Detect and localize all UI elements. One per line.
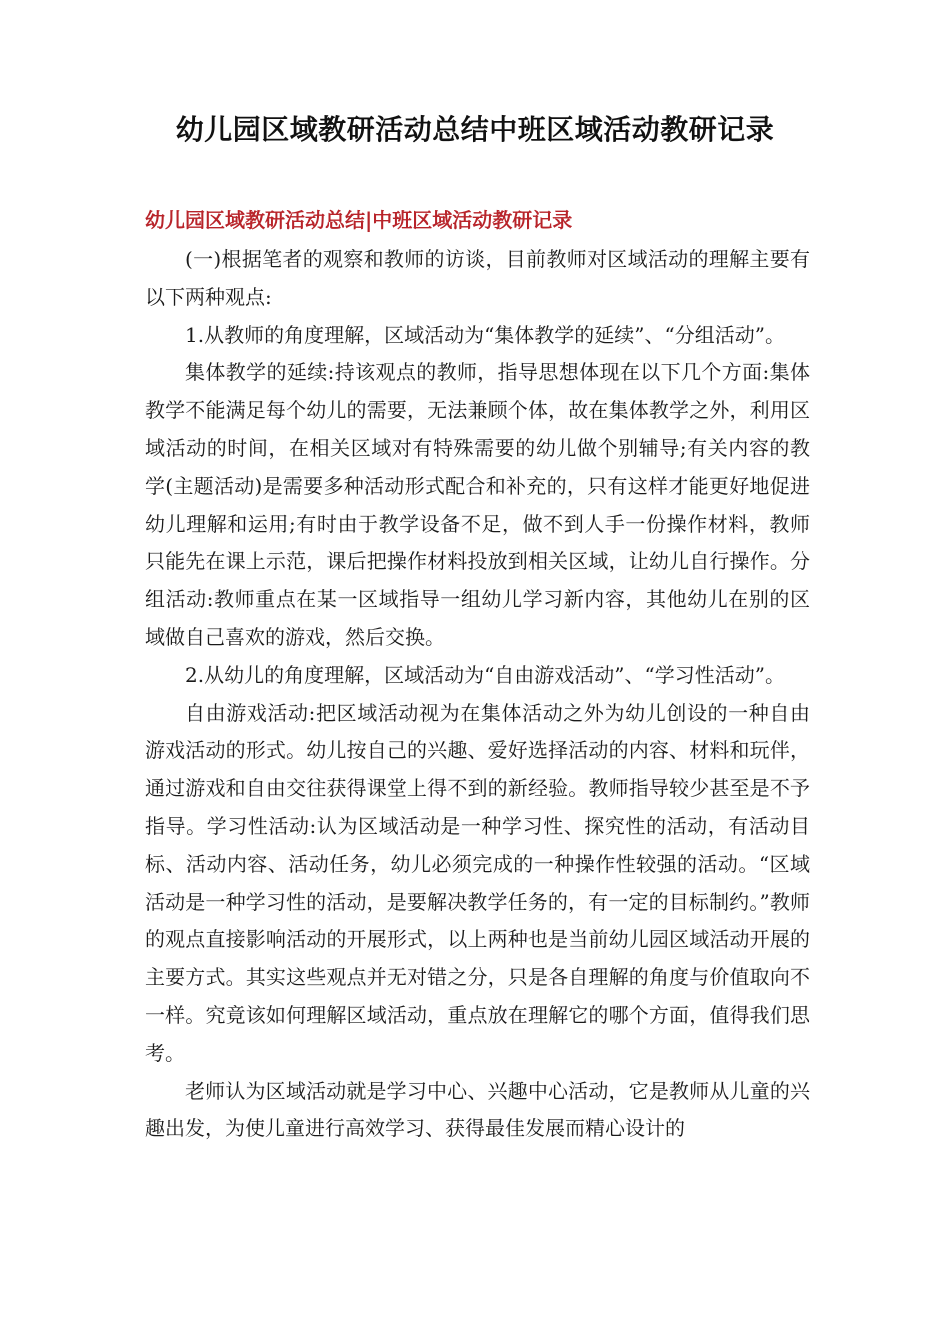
document-title: 幼儿园区域教研活动总结中班区域活动教研记录 xyxy=(175,113,775,146)
document-subheading: 幼儿园区域教研活动总结|中班区域活动教研记录 xyxy=(145,208,573,232)
paragraph: (一)根据笔者的观察和教师的访谈，目前教师对区域活动的理解主要有以下两种观点: xyxy=(145,247,810,309)
paragraph: 集体教学的延续:持该观点的教师，指导思想体现在以下几个方面:集体教学不能满足每个幼儿的需要，无法兼顾个体，故在集体教学之外，利用区域活动的时间，在相关区域对有特殊需要的幼儿做个别辅导;有关内容的教学(主题活动)是需要多种活动形式配合和补充的，只有这样才能更好地促进幼儿理解和运用;有时由于教学设备不足，做不到人手一份操作材料，教师只能先在课上示范，课后把操作材料投放到相关区域，让幼儿自行操作。分组活动:教师重点在某一区域指导一组幼儿学习新内容，其他幼儿在别的区域做自己喜欢的游戏，然后交换。 xyxy=(145,360,810,649)
paragraph: 2.从幼儿的角度理解，区域活动为“自由游戏活动”、“学习性活动”。 xyxy=(185,662,785,687)
document-body xyxy=(145,241,810,1148)
paragraph: 老师认为区域活动就是学习中心、兴趣中心活动，它是教师从儿童的兴趣出发，为使儿童进行高效学习、获得最佳发展而精心设计的 xyxy=(145,1078,810,1141)
paragraph: 1.从教师的角度理解，区域活动为“集体教学的延续”、“分组活动”。 xyxy=(185,322,785,347)
paragraph: 自由游戏活动:把区域活动视为在集体活动之外为幼儿创设的一种自由游戏活动的形式。幼儿按自己的兴趣、爱好选择活动的内容、材料和玩伴，通过游戏和自由交往获得课堂上得不到的新经验。教师指导较少甚至是不予指导。学习性活动:认为区域活动是一种学习性、探究性的活动，有活动目标、活动内容、活动任务，幼儿必须完成的一种操作性较强的活动。“区域活动是一种学习性的活动，是要解决教学任务的，有一定的目标制约。”教师的观点直接影响活动的开展形式，以上两种也是当前幼儿园区域活动开展的主要方式。其实这些观点并无对错之分，只是各自理解的角度与价值取向不一样。究竟该如何理解区域活动，重点放在理解它的哪个方面，值得我们思考。 xyxy=(145,700,810,1065)
